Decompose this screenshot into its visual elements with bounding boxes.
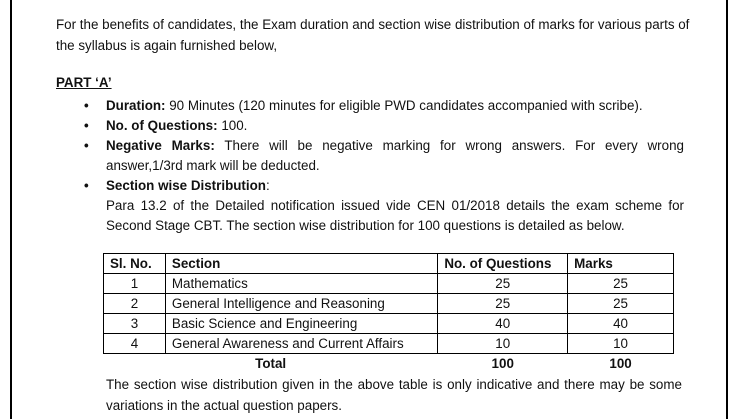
bullet-section-distribution: [84, 176, 684, 236]
table-header-row: [104, 254, 674, 274]
total-marks: 100: [568, 354, 674, 374]
bullet-negative-marks: [84, 136, 684, 176]
bullet-label: Negative Marks:: [106, 138, 215, 153]
table-row: [104, 294, 674, 314]
bullet-label: No. of Questions:: [106, 118, 218, 133]
section-distribution-table: [103, 253, 674, 373]
cell-marks: 25: [568, 274, 674, 294]
closing-paragraph: The section wise distribution given in the above table is only indicative and there may be some variations in the actual question papers.: [106, 377, 682, 413]
cell-questions: 25: [438, 294, 568, 314]
cell-section: General Awareness and Current Affairs: [165, 334, 437, 354]
cell-section: Basic Science and Engineering: [165, 314, 437, 334]
bullet-text: :: [265, 178, 270, 193]
header-sl-no: Sl. No.: [104, 254, 166, 274]
bullet-label: Section wise Distribution: [106, 178, 266, 193]
header-no-of-questions: No. of Questions: [438, 254, 568, 274]
cell-section: General Intelligence and Reasoning: [165, 294, 437, 314]
intro-paragraph: For the benefits of candidates, the Exam duration and section wise distribution of marks for various parts of the syllabus is again furnished below,: [56, 17, 690, 53]
table-row: [104, 334, 674, 354]
bullet-text: 100.: [217, 118, 248, 133]
cell-questions: 25: [438, 274, 568, 294]
bullet-dot-icon: •: [84, 138, 89, 153]
bullet-dot-icon: •: [84, 178, 89, 193]
bullet-dot-icon: •: [84, 98, 89, 113]
cell-marks: 40: [568, 314, 674, 334]
cell-sl-no: 4: [104, 334, 166, 354]
table-row: [104, 314, 674, 334]
cell-sl-no: 2: [104, 294, 166, 314]
cell-questions: 10: [438, 334, 568, 354]
bullet-text: 90 Minutes (120 minutes for eligible PWD candidates accompanied with scribe).: [165, 98, 643, 113]
part-a-heading: PART ‘A’: [56, 75, 112, 90]
cell-sl-no: 3: [104, 314, 166, 334]
info-bullet-list: [84, 96, 684, 236]
total-questions: 100: [438, 354, 568, 374]
bullet-dot-icon: •: [84, 118, 89, 133]
bullet-duration: [84, 96, 684, 116]
bullet-questions: [84, 116, 684, 136]
bullet-text: There will be negative marking for wrong answers. For every wrong answer,1/3rd mark will be deducted.: [106, 138, 684, 173]
cell-questions: 40: [438, 314, 568, 334]
header-section: Section: [165, 254, 437, 274]
cell-marks: 25: [568, 294, 674, 314]
table-row: [104, 274, 674, 294]
bullet-label: Duration:: [106, 98, 166, 113]
header-marks: Marks: [568, 254, 674, 274]
total-label: Total: [104, 354, 438, 374]
cell-marks: 10: [568, 334, 674, 354]
cell-sl-no: 1: [104, 274, 166, 294]
cell-section: Mathematics: [165, 274, 437, 294]
table-total-row: [104, 354, 674, 374]
section-distribution-paragraph: Para 13.2 of the Detailed notification issued vide CEN 01/2018 details the exam scheme for Second Stage CBT. The section wise distribution for 100 questions is detailed as below.: [106, 198, 684, 233]
